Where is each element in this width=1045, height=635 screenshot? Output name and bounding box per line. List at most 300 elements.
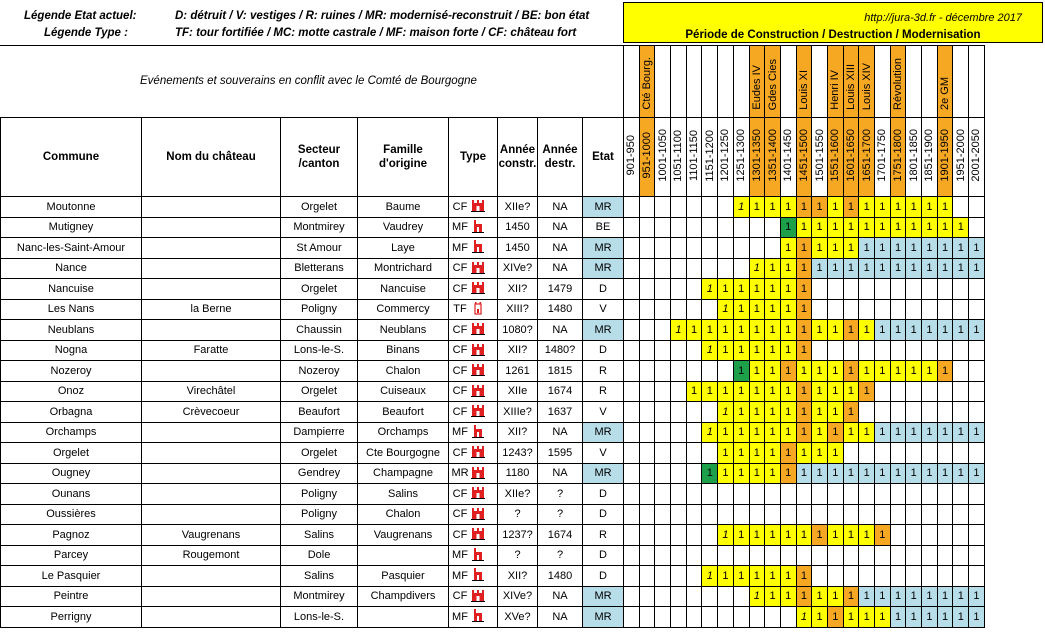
grid-cell: 1 — [875, 422, 891, 443]
secteur-cell: Beaufort — [281, 402, 358, 423]
famille-cell: Neublans — [358, 320, 449, 341]
constr-cell: XIII? — [498, 299, 538, 320]
grid-cell: 1 — [906, 463, 922, 484]
grid-cell — [639, 545, 655, 566]
grid-cell: 1 — [812, 238, 828, 259]
type-cell — [449, 279, 498, 300]
grid-cell: 1 — [937, 238, 953, 259]
grid-cell — [906, 402, 922, 423]
event-label: Gdes Cies — [766, 58, 779, 110]
grid-cell: 1 — [733, 340, 749, 361]
grid-cell — [718, 545, 734, 566]
event-cell — [624, 46, 640, 118]
grid-row — [624, 566, 985, 587]
grid-cell: 1 — [718, 525, 734, 546]
type-code: CF — [452, 262, 468, 275]
grid-cell — [718, 484, 734, 505]
source-url[interactable]: http://jura-3d.fr - décembre 2017 — [864, 12, 1022, 24]
grid-cell: 1 — [733, 279, 749, 300]
nom-cell — [142, 566, 281, 587]
grid-cell: 1 — [969, 320, 985, 341]
grid-cell: 1 — [718, 279, 734, 300]
grid-cell: 1 — [969, 422, 985, 443]
grid-cell — [765, 607, 781, 628]
grid-cell — [843, 279, 859, 300]
famille-cell: Montrichard — [358, 258, 449, 279]
table-row — [1, 586, 624, 607]
nom-cell — [142, 484, 281, 505]
famille-cell — [358, 607, 449, 628]
grid-cell — [718, 361, 734, 382]
etat-cell: MR — [583, 422, 624, 443]
grid-cell — [953, 361, 969, 382]
constr-cell: XII? — [498, 422, 538, 443]
table-row — [1, 463, 624, 484]
grid-cell — [922, 504, 938, 525]
event-label: Eudes IV — [750, 65, 763, 110]
grid-cell — [922, 566, 938, 587]
nom-cell — [142, 279, 281, 300]
constr-cell: XII? — [498, 279, 538, 300]
grid-cell — [827, 484, 843, 505]
grid-cell — [671, 607, 687, 628]
period-cell — [906, 118, 922, 197]
grid-cell — [953, 402, 969, 423]
destr-cell: NA — [538, 217, 583, 238]
grid-row — [624, 217, 985, 238]
grid-cell — [859, 279, 875, 300]
grid-cell — [655, 566, 671, 587]
grid-cell — [859, 402, 875, 423]
grid-cell: 1 — [765, 422, 781, 443]
type-code: MF — [452, 221, 468, 234]
destr-cell: 1479 — [538, 279, 583, 300]
grid-cell — [624, 340, 640, 361]
grid-cell: 1 — [843, 320, 859, 341]
grid-cell — [671, 463, 687, 484]
event-label: Louis XIV — [860, 62, 873, 110]
grid-cell: 1 — [749, 279, 765, 300]
grid-cell — [969, 217, 985, 238]
event-cell — [937, 46, 953, 118]
famille-cell: Champdivers — [358, 586, 449, 607]
grid-cell: 1 — [922, 607, 938, 628]
type-code: MF — [452, 426, 468, 439]
grid-cell: 1 — [812, 402, 828, 423]
grid-cell: 1 — [937, 217, 953, 238]
period-label: 1701-1750 — [876, 129, 889, 182]
grid-row — [624, 299, 985, 320]
table-row — [1, 504, 624, 525]
etat-cell: D — [583, 340, 624, 361]
grid-cell — [655, 443, 671, 464]
type-code: CF — [452, 405, 468, 418]
grid-cell: 1 — [812, 525, 828, 546]
grid-cell — [655, 320, 671, 341]
destr-cell: NA — [538, 238, 583, 259]
grid-row — [624, 504, 985, 525]
type-cell — [449, 217, 498, 238]
grid-cell — [671, 484, 687, 505]
grid-row — [624, 586, 985, 607]
grid-cell — [624, 361, 640, 382]
period-label: 1401-1450 — [782, 129, 795, 182]
grid-cell — [937, 279, 953, 300]
grid-cell: 1 — [812, 381, 828, 402]
grid-cell — [922, 545, 938, 566]
grid-cell — [922, 484, 938, 505]
grid-cell — [953, 525, 969, 546]
destr-cell: 1674 — [538, 525, 583, 546]
grid-cell — [671, 422, 687, 443]
grid-cell: 1 — [937, 463, 953, 484]
grid-cell: 1 — [937, 586, 953, 607]
grid-cell — [718, 504, 734, 525]
grid-cell: 1 — [969, 258, 985, 279]
grid-cell: 1 — [780, 566, 796, 587]
grid-cell — [624, 607, 640, 628]
event-cell — [922, 46, 938, 118]
grid-cell: 1 — [733, 320, 749, 341]
table-row — [1, 566, 624, 587]
famille-cell: Binans — [358, 340, 449, 361]
grid-cell: 1 — [733, 402, 749, 423]
grid-cell: 1 — [827, 361, 843, 382]
etat-cell: D — [583, 279, 624, 300]
grid-row — [624, 402, 985, 423]
castle-icon — [471, 321, 485, 338]
grid-cell: 1 — [749, 381, 765, 402]
grid-cell: 1 — [937, 607, 953, 628]
castle-icon — [471, 342, 485, 359]
grid-cell: 1 — [890, 586, 906, 607]
grid-cell — [937, 525, 953, 546]
grid-cell — [655, 607, 671, 628]
type-cell — [449, 484, 498, 505]
castle-icon — [471, 280, 485, 297]
etat-cell: R — [583, 381, 624, 402]
grid-cell: 1 — [796, 402, 812, 423]
grid-cell — [686, 340, 702, 361]
grid-cell: 1 — [796, 422, 812, 443]
type-code: CF — [452, 528, 468, 541]
grid-cell — [859, 340, 875, 361]
event-label: Cté Bourg. — [641, 57, 654, 110]
secteur-cell: Bletterans — [281, 258, 358, 279]
table-row — [1, 545, 624, 566]
grid-row — [624, 320, 985, 341]
grid-cell: 1 — [906, 607, 922, 628]
grid-row — [624, 381, 985, 402]
grid-cell — [922, 279, 938, 300]
grid-cell — [890, 443, 906, 464]
table-row — [1, 607, 624, 628]
type-code: CF — [452, 446, 468, 459]
grid-cell: 1 — [875, 238, 891, 259]
grid-cell — [702, 484, 718, 505]
grid-cell: 1 — [749, 422, 765, 443]
grid-cell — [639, 607, 655, 628]
grid-cell: 1 — [749, 361, 765, 382]
grid-cell — [969, 525, 985, 546]
grid-row — [624, 545, 985, 566]
grid-cell: 1 — [718, 443, 734, 464]
grid-cell — [655, 299, 671, 320]
etat-cell: MR — [583, 463, 624, 484]
fortified-house-icon — [471, 219, 485, 236]
grid-cell — [969, 566, 985, 587]
table-row — [1, 422, 624, 443]
grid-cell: 1 — [937, 422, 953, 443]
grid-cell: 1 — [780, 340, 796, 361]
grid-cell: 1 — [843, 525, 859, 546]
etat-cell: V — [583, 402, 624, 423]
grid-cell — [686, 463, 702, 484]
fortified-house-icon — [471, 547, 485, 564]
tower-icon — [471, 301, 485, 318]
type-cell — [449, 402, 498, 423]
grid-cell: 1 — [859, 320, 875, 341]
grid-row — [624, 279, 985, 300]
grid-cell — [686, 361, 702, 382]
grid-cell: 1 — [922, 217, 938, 238]
famille-cell: Chalon — [358, 504, 449, 525]
grid-cell — [827, 566, 843, 587]
grid-cell: 1 — [702, 566, 718, 587]
castle-icon — [471, 198, 485, 215]
period-label: 1001-1050 — [656, 129, 669, 182]
grid-cell — [671, 525, 687, 546]
grid-cell — [702, 361, 718, 382]
grid-cell: 1 — [718, 566, 734, 587]
type-cell — [449, 463, 498, 484]
constr-cell: ? — [498, 504, 538, 525]
etat-cell: V — [583, 443, 624, 464]
grid-cell: 1 — [859, 238, 875, 259]
event-cell — [655, 46, 671, 118]
grid-cell: 1 — [796, 566, 812, 587]
type-cell — [449, 340, 498, 361]
grid-cell — [702, 607, 718, 628]
grid-cell — [906, 484, 922, 505]
grid-cell — [686, 586, 702, 607]
grid-cell: 1 — [812, 586, 828, 607]
grid-cell: 1 — [733, 197, 749, 218]
grid-cell: 1 — [796, 586, 812, 607]
grid-cell: 1 — [812, 361, 828, 382]
grid-cell: 1 — [827, 422, 843, 443]
event-cell — [749, 46, 765, 118]
event-label: Louis XI — [797, 70, 810, 110]
secteur-cell: Montmirey — [281, 217, 358, 238]
grid-cell — [749, 607, 765, 628]
grid-cell: 1 — [796, 361, 812, 382]
grid-cell — [639, 463, 655, 484]
events-row-label — [0, 45, 623, 118]
grid-cell — [639, 279, 655, 300]
grid-cell — [624, 299, 640, 320]
secteur-cell: Orgelet — [281, 279, 358, 300]
grid-cell: 1 — [906, 422, 922, 443]
grid-cell — [655, 361, 671, 382]
grid-cell: 1 — [780, 197, 796, 218]
grid-cell — [765, 484, 781, 505]
type-code: CF — [452, 487, 468, 500]
grid-cell: 1 — [953, 320, 969, 341]
grid-cell: 1 — [733, 381, 749, 402]
grid-cell — [812, 545, 828, 566]
type-cell — [449, 504, 498, 525]
table-row — [1, 217, 624, 238]
constr-cell: 1261 — [498, 361, 538, 382]
grid-cell: 1 — [937, 361, 953, 382]
period-cell — [796, 118, 812, 197]
grid-cell: 1 — [718, 463, 734, 484]
grid-cell — [624, 217, 640, 238]
grid-cell: 1 — [765, 402, 781, 423]
grid-cell: 1 — [827, 381, 843, 402]
grid-cell: 1 — [749, 443, 765, 464]
period-cell — [780, 118, 796, 197]
grid-cell — [718, 217, 734, 238]
grid-cell — [639, 238, 655, 259]
commune-cell: Pagnoz — [1, 525, 142, 546]
grid-cell — [780, 504, 796, 525]
grid-cell — [749, 484, 765, 505]
grid-cell — [624, 320, 640, 341]
grid-cell: 1 — [859, 525, 875, 546]
grid-cell — [796, 484, 812, 505]
grid-cell: 1 — [796, 258, 812, 279]
etat-cell: R — [583, 361, 624, 382]
grid-cell — [702, 525, 718, 546]
grid-cell: 1 — [922, 361, 938, 382]
grid-cell: 1 — [749, 299, 765, 320]
grid-cell — [859, 566, 875, 587]
grid-cell: 1 — [827, 217, 843, 238]
type-code: MR — [451, 467, 469, 480]
grid-cell: 1 — [718, 299, 734, 320]
period-label: 901-950 — [625, 135, 638, 176]
secteur-cell: Lons-le-S. — [281, 607, 358, 628]
grid-cell — [890, 525, 906, 546]
grid-cell — [969, 381, 985, 402]
grid-cell — [843, 299, 859, 320]
grid-cell: 1 — [702, 463, 718, 484]
nom-cell — [142, 607, 281, 628]
grid-cell — [859, 299, 875, 320]
type-code: CF — [452, 590, 468, 603]
period-label: 1301-1350 — [750, 129, 763, 182]
grid-cell — [671, 361, 687, 382]
legend-type-label: Légende Type : — [44, 27, 128, 39]
period-header — [623, 2, 1043, 43]
grid-cell: 1 — [796, 607, 812, 628]
destr-cell: ? — [538, 504, 583, 525]
nom-cell — [142, 463, 281, 484]
constr-cell: XII? — [498, 566, 538, 587]
grid-cell — [686, 443, 702, 464]
grid-cell — [639, 422, 655, 443]
grid-cell — [859, 484, 875, 505]
grid-cell: 1 — [718, 381, 734, 402]
secteur-cell: Salins — [281, 525, 358, 546]
grid-cell — [953, 545, 969, 566]
grid-row — [624, 443, 985, 464]
grid-cell: 1 — [812, 443, 828, 464]
grid-cell: 1 — [859, 258, 875, 279]
grid-cell — [718, 238, 734, 259]
header-secteur: Secteur /canton — [281, 118, 358, 197]
grid-cell — [906, 279, 922, 300]
grid-cell — [639, 197, 655, 218]
type-code: CF — [452, 344, 468, 357]
nom-cell — [142, 320, 281, 341]
grid-cell — [937, 504, 953, 525]
grid-cell: 1 — [953, 217, 969, 238]
secteur-cell: Lons-le-S. — [281, 340, 358, 361]
grid-cell — [702, 402, 718, 423]
grid-cell: 1 — [906, 258, 922, 279]
periods-row — [624, 118, 985, 197]
period-cell — [937, 118, 953, 197]
period-cell — [875, 118, 891, 197]
grid-cell: 1 — [890, 197, 906, 218]
event-cell — [843, 46, 859, 118]
grid-cell — [969, 402, 985, 423]
grid-cell — [624, 443, 640, 464]
grid-cell: 1 — [702, 381, 718, 402]
period-label: 1251-1300 — [735, 129, 748, 182]
destr-cell: NA — [538, 258, 583, 279]
famille-cell: Laye — [358, 238, 449, 259]
grid-cell — [875, 443, 891, 464]
grid-cell: 1 — [827, 463, 843, 484]
grid-cell: 1 — [937, 320, 953, 341]
period-label: 1201-1250 — [719, 129, 732, 182]
commune-cell: Parcey — [1, 545, 142, 566]
commune-cell: Nozeroy — [1, 361, 142, 382]
commune-cell: Moutonne — [1, 197, 142, 218]
period-cell — [922, 118, 938, 197]
type-cell — [449, 197, 498, 218]
secteur-cell: St Amour — [281, 238, 358, 259]
famille-cell: Cte Bourgogne — [358, 443, 449, 464]
grid-cell — [655, 258, 671, 279]
events-label: Evénements et souverains en conflit avec le Comté de Bourgogne — [140, 75, 477, 87]
grid-cell: 1 — [875, 525, 891, 546]
grid-cell: 1 — [890, 320, 906, 341]
type-code: CF — [452, 385, 468, 398]
grid-cell — [749, 238, 765, 259]
constr-cell: 1450 — [498, 217, 538, 238]
grid-cell — [765, 545, 781, 566]
destr-cell: ? — [538, 484, 583, 505]
period-cell — [655, 118, 671, 197]
grid-cell — [686, 197, 702, 218]
famille-cell: Baume — [358, 197, 449, 218]
grid-cell — [859, 545, 875, 566]
grid-cell: 1 — [733, 299, 749, 320]
fortified-house-icon — [471, 239, 485, 256]
nom-cell — [142, 361, 281, 382]
famille-cell: Chalon — [358, 361, 449, 382]
grid-cell: 1 — [875, 361, 891, 382]
grid-cell — [686, 217, 702, 238]
grid-cell — [953, 279, 969, 300]
table-row — [1, 381, 624, 402]
grid-cell: 1 — [906, 197, 922, 218]
